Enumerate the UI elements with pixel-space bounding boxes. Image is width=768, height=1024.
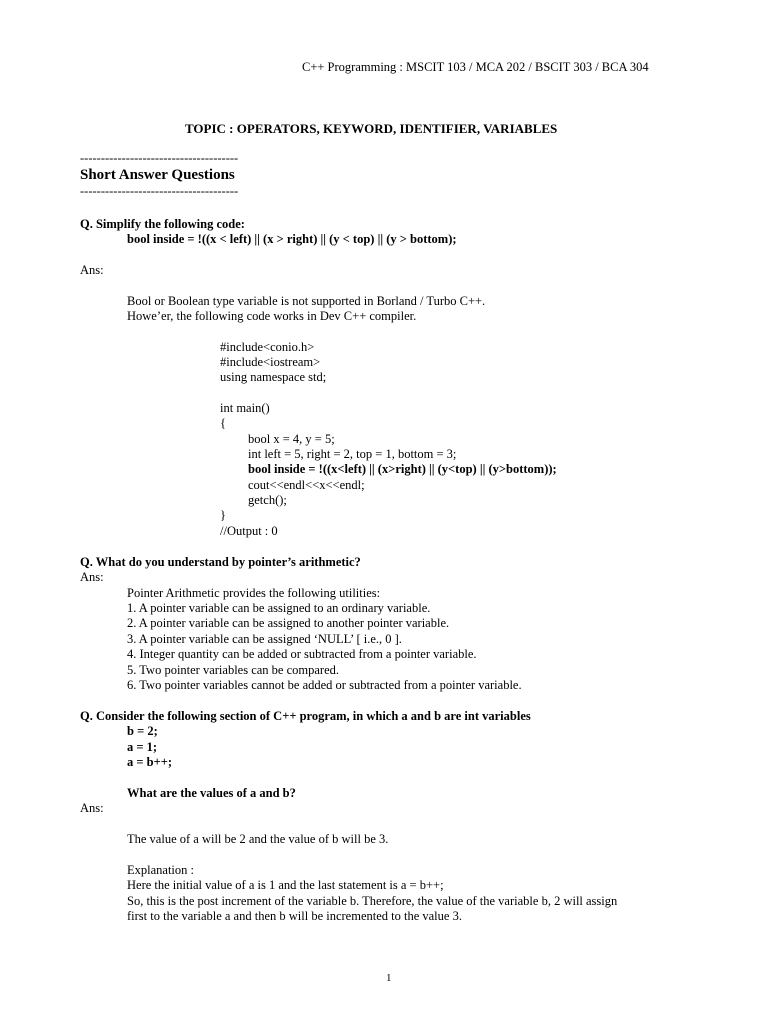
q3-explanation-line: first to the variable a and then b will be incremented to the value 3.	[127, 909, 462, 923]
list-item: 1. A pointer variable can be assigned to an ordinary variable.	[127, 601, 431, 615]
q1-text-2: Howe’er, the following code works in Dev C++ compiler.	[127, 309, 417, 323]
list-item: 3. A pointer variable can be assigned ‘NULL’ [ i.e., 0 ].	[127, 632, 402, 646]
code-line: bool x = 4, y = 5;	[248, 432, 335, 446]
list-item: 6. Two pointer variables cannot be added or subtracted from a pointer variable.	[127, 678, 522, 692]
section-title: Short Answer Questions	[80, 167, 235, 183]
q2-question: Q. What do you understand by pointer’s arithmetic?	[80, 555, 361, 569]
code-line-bold: a = 1;	[127, 740, 158, 754]
code-line: int main()	[220, 401, 270, 415]
q2-intro: Pointer Arithmetic provides the following utilities:	[127, 586, 381, 600]
q3-explanation-label: Explanation :	[127, 863, 194, 877]
q1-question: Q. Simplify the following code:	[80, 217, 245, 231]
code-output: //Output : 0	[220, 524, 278, 538]
topic-title: TOPIC : OPERATORS, KEYWORD, IDENTIFIER, VARIABLES	[185, 121, 558, 136]
list-item: 4. Integer quantity can be added or subtracted from a pointer variable.	[127, 647, 477, 661]
q1-text-1: Bool or Boolean type variable is not supported in Borland / Turbo C++.	[127, 294, 486, 308]
course-header: C++ Programming : MSCIT 103 / MCA 202 / BSCIT 303 / BCA 304	[302, 60, 649, 74]
code-line: getch();	[248, 493, 287, 507]
q1-ans-label: Ans:	[80, 263, 104, 277]
code-line: int left = 5, right = 2, top = 1, bottom = 3;	[248, 447, 457, 461]
code-line: {	[220, 416, 226, 430]
page-number: 1	[386, 972, 392, 984]
code-line: #include<iostream>	[220, 355, 321, 369]
q3-question: Q. Consider the following section of C++ program, in which a and b are int variables	[80, 709, 531, 723]
code-line: cout<<endl<<x<<endl;	[248, 478, 365, 492]
q3-explanation-line: Here the initial value of a is 1 and the last statement is a = b++;	[127, 878, 444, 892]
section-rule-top: --------------------------------------	[80, 151, 239, 165]
code-line-bold: b = 2;	[127, 724, 158, 738]
list-item: 5. Two pointer variables can be compared.	[127, 663, 340, 677]
q2-ans-label: Ans:	[80, 570, 104, 584]
code-line: }	[220, 508, 226, 522]
list-item: 2. A pointer variable can be assigned to another pointer variable.	[127, 616, 450, 630]
code-line: using namespace std;	[220, 370, 327, 384]
code-line: #include<conio.h>	[220, 340, 315, 354]
section-rule-bottom: --------------------------------------	[80, 184, 239, 198]
q1-code-line: bool inside = !((x < left) || (x > right) || (y < top) || (y > bottom);	[127, 232, 457, 246]
q3-answer: The value of a will be 2 and the value of b will be 3.	[127, 832, 389, 846]
q3-sub-question: What are the values of a and b?	[127, 786, 296, 800]
q3-ans-label: Ans:	[80, 801, 104, 815]
q3-explanation-line: So, this is the post increment of the variable b. Therefore, the value of the variable b, 2 will assign	[127, 894, 618, 908]
code-line-bold: a = b++;	[127, 755, 172, 769]
code-line-bold: bool inside = !((x<left) || (x>right) || (y<top) || (y>bottom));	[248, 462, 557, 476]
